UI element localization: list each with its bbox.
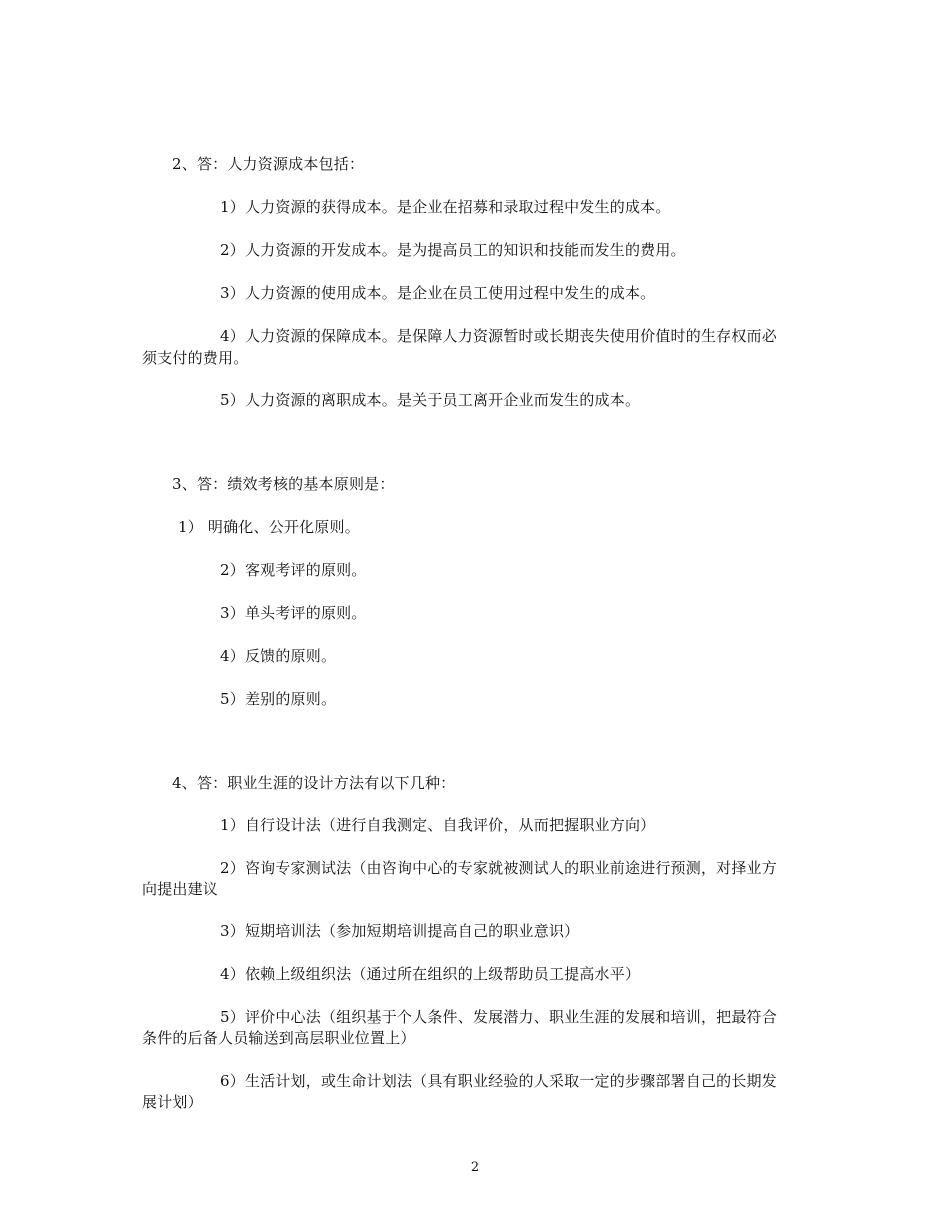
q4-item-5-cont: 条件的后备人员输送到高层职业位置上） (142, 1029, 416, 1047)
q3-item-1: 1） 明确化、公开化原则。 (178, 518, 360, 536)
q3-item-5: 5）差别的原则。 (220, 690, 337, 708)
q2-item-1: 1）人力资源的获得成本。是企业在招募和录取过程中发生的成本。 (220, 198, 671, 216)
q2-item-4: 4）人力资源的保障成本。是保障人力资源暂时或长期丧失使用价值时的生存权而必 (220, 327, 777, 345)
q4-item-6: 6）生活计划，或生命计划法（具有职业经验的人采取一定的步骤部署自己的长期发 (220, 1072, 777, 1090)
q2-item-5: 5）人力资源的离职成本。是关于员工离开企业而发生的成本。 (220, 391, 641, 409)
q2-item-4-cont: 须支付的费用。 (142, 349, 249, 367)
page-number: 2 (470, 1160, 480, 1175)
q2-heading: 2、答：人力资源成本包括： (172, 155, 365, 173)
q2-item-2: 2）人力资源的开发成本。是为提高员工的知识和技能而发生的费用。 (220, 241, 686, 259)
q4-item-4: 4）依赖上级组织法（通过所在组织的上级帮助员工提高水平） (220, 965, 641, 983)
q4-item-5: 5）评价中心法（组织基于个人条件、发展潜力、职业生涯的发展和培训，把最符合 (220, 1008, 777, 1026)
q3-item-2: 2）客观考评的原则。 (220, 561, 367, 579)
q3-heading: 3、答：绩效考核的基本原则是： (172, 475, 395, 493)
q2-item-3: 3）人力资源的使用成本。是企业在员工使用过程中发生的成本。 (220, 284, 656, 302)
q4-item-6-cont: 展计划） (142, 1093, 203, 1111)
q4-item-2-cont: 向提出建议 (142, 880, 219, 898)
q3-item-4: 4）反馈的原则。 (220, 647, 337, 665)
q4-item-3: 3）短期培训法（参加短期培训提高自己的职业意识） (220, 922, 580, 940)
q4-heading: 4、答：职业生涯的设计方法有以下几种： (172, 774, 456, 792)
q4-item-2: 2）咨询专家测试法（由咨询中心的专家就被测试人的职业前途进行预测，对择业方 (220, 859, 777, 877)
q4-item-1: 1）自行设计法（进行自我测定、自我评价，从而把握职业方向） (220, 816, 656, 834)
q3-item-3: 3）单头考评的原则。 (220, 604, 367, 622)
